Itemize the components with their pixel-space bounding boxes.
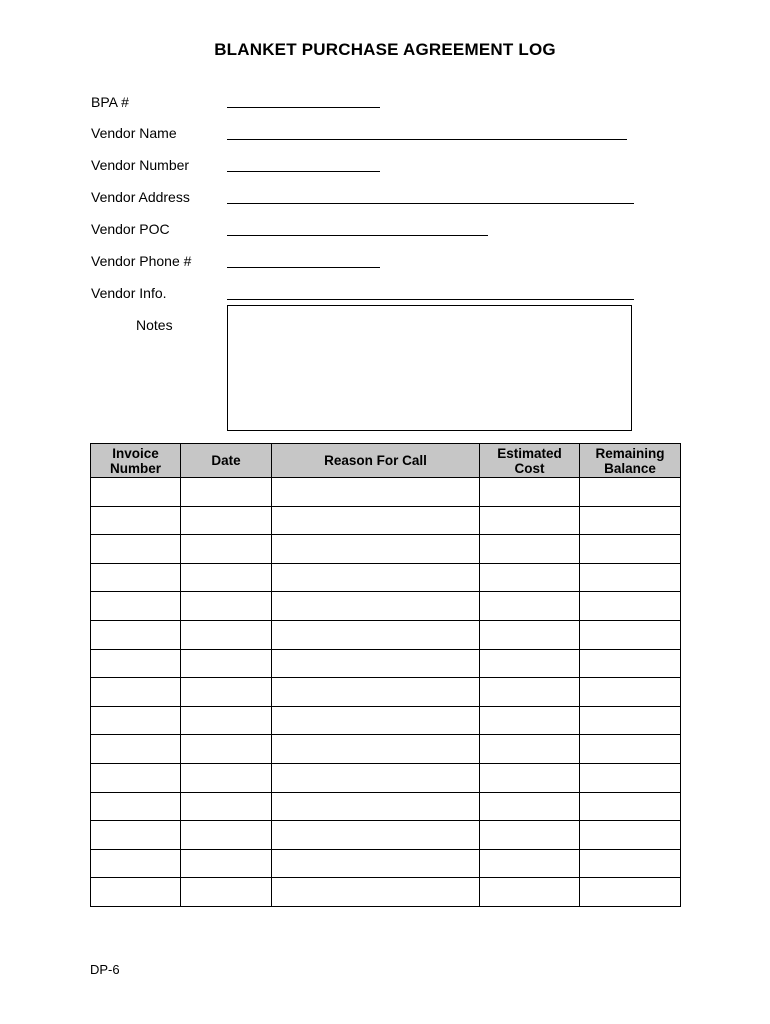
table-cell[interactable] [181, 706, 272, 735]
table-row [91, 678, 681, 707]
vendor-phone-label: Vendor Phone # [91, 253, 192, 269]
table-cell[interactable] [580, 506, 681, 535]
table-cell[interactable] [480, 678, 580, 707]
table-row [91, 592, 681, 621]
notes-label: Notes [136, 317, 173, 333]
table-cell[interactable] [91, 849, 181, 878]
table-cell[interactable] [91, 563, 181, 592]
table-row [91, 563, 681, 592]
table-row [91, 506, 681, 535]
table-row [91, 535, 681, 564]
table-row [91, 735, 681, 764]
bpa-label: BPA # [91, 94, 129, 110]
header-line: Reason For Call [324, 453, 427, 468]
form-title: BLANKET PURCHASE AGREEMENT LOG [214, 40, 556, 59]
vendor-info-field[interactable] [227, 299, 634, 300]
table-cell[interactable] [181, 821, 272, 850]
table-cell[interactable] [480, 592, 580, 621]
table-row [91, 649, 681, 678]
table-cell[interactable] [480, 849, 580, 878]
table-cell[interactable] [91, 878, 181, 907]
notes-box[interactable] [227, 305, 632, 431]
table-cell[interactable] [181, 678, 272, 707]
table-cell[interactable] [91, 763, 181, 792]
table-cell[interactable] [580, 735, 681, 764]
table-cell[interactable] [580, 849, 681, 878]
header-line: Remaining [595, 445, 665, 461]
table-row [91, 706, 681, 735]
table-cell[interactable] [272, 678, 480, 707]
table-cell[interactable] [272, 792, 480, 821]
table-row [91, 792, 681, 821]
table-cell[interactable] [480, 735, 580, 764]
table-row [91, 478, 681, 507]
table-cell[interactable] [181, 478, 272, 507]
table-cell[interactable] [91, 506, 181, 535]
table-cell[interactable] [480, 620, 580, 649]
header-line: Invoice [112, 445, 159, 461]
table-cell[interactable] [272, 649, 480, 678]
purchase-log-table [90, 443, 681, 907]
table-cell[interactable] [480, 506, 580, 535]
header-reason-for-call [272, 444, 480, 478]
header-line: Estimated [497, 445, 562, 461]
header-line: Balance [604, 460, 656, 476]
table-row [91, 821, 681, 850]
table-cell[interactable] [480, 563, 580, 592]
header-remaining-balance [580, 444, 681, 478]
table-cell[interactable] [580, 620, 681, 649]
table-cell[interactable] [181, 506, 272, 535]
table-cell[interactable] [272, 821, 480, 850]
table-cell[interactable] [580, 592, 681, 621]
table-cell[interactable] [580, 792, 681, 821]
table-cell[interactable] [181, 735, 272, 764]
table-cell[interactable] [580, 821, 681, 850]
table-body [91, 478, 681, 907]
table-cell[interactable] [91, 735, 181, 764]
table-cell[interactable] [480, 821, 580, 850]
table-cell[interactable] [580, 535, 681, 564]
table-cell[interactable] [272, 478, 480, 507]
table-cell[interactable] [91, 592, 181, 621]
table-cell[interactable] [181, 535, 272, 564]
table-cell[interactable] [272, 763, 480, 792]
table-cell[interactable] [91, 678, 181, 707]
vendor-address-field[interactable] [227, 203, 634, 204]
vendor-phone-field[interactable] [227, 267, 380, 268]
table-cell[interactable] [480, 478, 580, 507]
table-cell[interactable] [580, 763, 681, 792]
vendor-poc-field[interactable] [227, 235, 488, 236]
table-row [91, 849, 681, 878]
table-cell[interactable] [181, 763, 272, 792]
table-cell[interactable] [181, 878, 272, 907]
vendor-poc-label: Vendor POC [91, 221, 170, 237]
table-cell[interactable] [480, 649, 580, 678]
table-cell[interactable] [272, 706, 480, 735]
table-cell[interactable] [91, 792, 181, 821]
table-cell[interactable] [91, 821, 181, 850]
table-cell[interactable] [272, 563, 480, 592]
header-line: Number [109, 460, 161, 476]
table-cell[interactable] [272, 535, 480, 564]
table-cell[interactable] [181, 849, 272, 878]
table-cell[interactable] [580, 649, 681, 678]
table-cell[interactable] [580, 878, 681, 907]
table-cell[interactable] [91, 535, 181, 564]
table-cell[interactable] [480, 535, 580, 564]
table-cell[interactable] [580, 678, 681, 707]
table-cell[interactable] [181, 792, 272, 821]
table-cell[interactable] [480, 792, 580, 821]
table-cell[interactable] [272, 878, 480, 907]
table-cell[interactable] [580, 706, 681, 735]
vendor-name-label: Vendor Name [91, 125, 177, 141]
table-cell[interactable] [480, 878, 580, 907]
table-cell[interactable] [580, 563, 681, 592]
table-cell[interactable] [91, 649, 181, 678]
table-cell[interactable] [580, 478, 681, 507]
table-cell[interactable] [272, 849, 480, 878]
form-code: DP-6 [90, 962, 120, 977]
header-invoice-number [91, 444, 181, 478]
header-date [181, 444, 272, 478]
table-cell[interactable] [480, 763, 580, 792]
vendor-info-label: Vendor Info. [91, 285, 167, 301]
table-header-row [91, 444, 681, 478]
table-cell[interactable] [480, 706, 580, 735]
table-cell[interactable] [272, 592, 480, 621]
bpa-field[interactable] [227, 107, 380, 108]
vendor-number-label: Vendor Number [91, 157, 190, 173]
table-cell[interactable] [91, 706, 181, 735]
vendor-name-field[interactable] [227, 139, 627, 140]
header-line: Date [211, 453, 241, 468]
header-estimated-cost [480, 444, 580, 478]
table-cell[interactable] [181, 649, 272, 678]
table-cell[interactable] [272, 506, 480, 535]
table-cell[interactable] [181, 592, 272, 621]
table-row [91, 878, 681, 907]
table-row [91, 763, 681, 792]
table-cell[interactable] [272, 735, 480, 764]
table-cell[interactable] [91, 620, 181, 649]
table-row [91, 620, 681, 649]
table-cell[interactable] [181, 563, 272, 592]
table-cell[interactable] [272, 620, 480, 649]
table-cell[interactable] [91, 478, 181, 507]
vendor-address-label: Vendor Address [91, 189, 190, 205]
vendor-number-field[interactable] [227, 171, 380, 172]
table-cell[interactable] [181, 620, 272, 649]
header-line: Cost [514, 460, 545, 476]
